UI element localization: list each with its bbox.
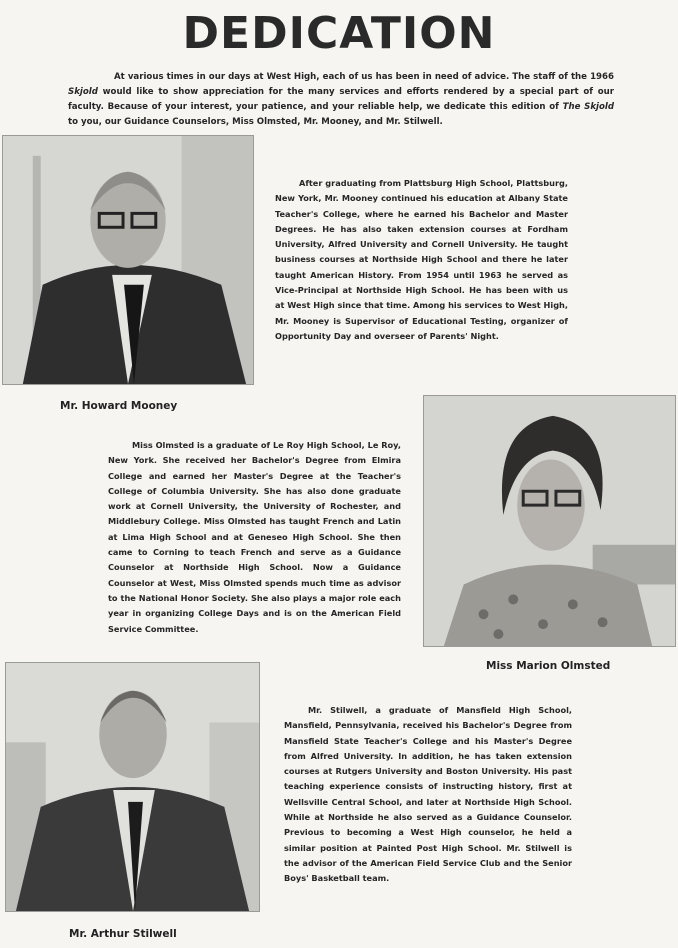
intro-text-3: to you, our Guidance Counselors, Miss Olmsted, Mr. Mooney, and Mr. Stilwell.: [68, 117, 443, 127]
mooney-photo: [2, 135, 254, 385]
intro-text-1: At various times in our days at West High, each of us has been in need of advice. The staff of the 1966: [114, 72, 614, 82]
olmsted-bio: Miss Olmsted is a graduate of Le Roy High School, Le Roy, New York. She received her Bachelor's Degree from Elmira College and earned her Master's Degree at the Teacher's College of Columbia University. She has also done graduate work at Cornell University, the University of Rochester, and Middlebury College. Miss Olmsted has taught French and Latin at Lima High School and at Geneseo High School. She then came to Corning to teach French and serve as a Guidance Counselor at Northside High School. Now a Guidance Counselor at West, Miss Olmsted spends much time as advisor to the National Honor Society. She also plays a major role each year in organizing College Days and is on the American Field Service Committee.: [108, 440, 401, 634]
intro-text-2: would like to show appreciation for the many services and efforts rendered by a special part of our faculty. Because of your interest, your patience, and your reliable help, we dedicate this edition of: [68, 87, 614, 112]
olmsted-caption: Miss Marion Olmsted: [486, 660, 611, 672]
stilwell-caption: Mr. Arthur Stilwell: [69, 928, 177, 940]
stilwell-photo: [5, 662, 260, 912]
page-title: DEDICATION: [182, 8, 496, 59]
intro-skjold-1: Skjold: [68, 87, 98, 97]
stilwell-bio: Mr. Stilwell, a graduate of Mansfield High School, Mansfield, Pennsylvania, received his Bachelor's Degree from Mansfield State Teacher's College and his Master's Degree from Alfred University. In addition, he has taken extension courses at Rutgers University and Boston University. His past teaching experience consists of instructing history, first at Wellsville Central School, and later at Northside High School. While at Northside he also served as a Guidance Counselor. Previous to becoming a West High counselor, he held a similar position at Painted Post High School. Mr. Stilwell is the advisor of the American Field Service Club and the Senior Boys' Basketball team.: [284, 705, 572, 884]
intro-skjold-2: The Skjold: [562, 102, 614, 112]
olmsted-photo: [423, 395, 676, 647]
mooney-caption: Mr. Howard Mooney: [60, 400, 178, 412]
dedication-intro: [68, 70, 614, 130]
mooney-bio: After graduating from Plattsburg High School, Plattsburg, New York, Mr. Mooney continued his education at Albany State Teacher's College, where he earned his Bachelor and Master Degrees. He has also taken extension courses at Fordham University, Alfred University and Cornell University. He taught business courses at Northside High School and there he later taught American History. From 1954 until 1963 he served as Vice-Principal at Northside High School. He has been with us at West High since that time. Among his services to West High, Mr. Mooney is Supervisor of Educational Testing, organizer of Opportunity Day and overseer of Parents' Night.: [275, 178, 568, 341]
